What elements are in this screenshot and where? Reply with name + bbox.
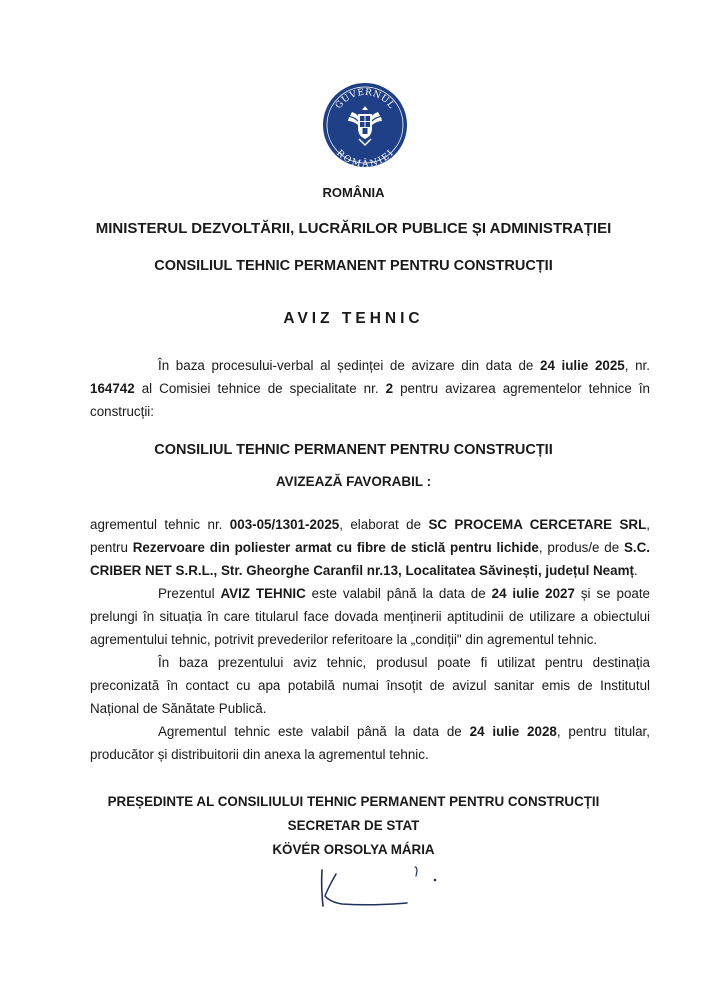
p3-text-2: este valabil până la data de	[305, 586, 492, 601]
decision-council: CONSILIUL TEHNIC PERMANENT PENTRU CONSTRUCȚII	[154, 442, 553, 458]
agrement-expiry-date: 24 iulie 2028	[469, 724, 557, 739]
p2-text-2: , elaborat de	[339, 517, 429, 532]
signatory-role: SECRETAR DE STAT	[287, 818, 420, 833]
paragraph-agrement	[90, 513, 650, 582]
country-heading: ROMÂNIA	[322, 185, 385, 200]
paragraph-agrement-validity	[90, 720, 650, 766]
p3-text-3: și se poate prelungi în situația în care titularul face dovada menținerii aptitudinii de utilizare a obiectului agrementului tehnic, potrivit prevederilor referitoare la „condiții" din agrementul tehnic.	[90, 586, 651, 647]
p5-text-1: Agrementul tehnic este valabil până la data de	[158, 724, 470, 739]
product-name: Rezervoare din poliester armat cu fibre de sticlă pentru lichide	[132, 540, 539, 555]
p5-text-2: , pentru titular, producător și distribuitorii din anexa la agrementul tehnic.	[90, 724, 650, 762]
government-seal-icon	[322, 82, 408, 168]
producer-name: S.C. CRIBER NET S.R.L., Str. Gheorghe Caranfil nr.13, Localitatea Săvinești, județul Neamț	[90, 540, 650, 578]
p2-text-4: , produs/e de	[538, 540, 624, 555]
p2-text-3: , pentru	[90, 517, 651, 555]
agrement-number: 003-05/1301-2025	[229, 517, 340, 532]
p1-text-3: al Comisiei tehnice de specialitate nr.	[134, 381, 386, 396]
aviz-label: AVIZ TEHNIC	[220, 586, 306, 601]
p1-text-4: pentru avizarea agrementelor tehnice în construcții:	[90, 381, 651, 419]
p1-text-1: În baza procesului-verbal al ședinței de avizare din data de	[158, 358, 540, 373]
p3-text-1: Prezentul	[158, 586, 221, 601]
ministry-heading: MINISTERUL DEZVOLTĂRII, LUCRĂRILOR PUBLICE ȘI ADMINISTRAȚIEI	[95, 220, 612, 237]
aviz-expiry-date: 24 iulie 2027	[491, 586, 575, 601]
session-date: 24 iulie 2025	[540, 358, 625, 373]
seal-text-top: GUVERNUL	[333, 87, 397, 111]
p2-text-5: .	[633, 563, 638, 578]
elaborator-name: SC PROCEMA CERCETARE SRL	[428, 517, 647, 532]
handwritten-signature	[312, 862, 452, 912]
paragraph-usage: În baza prezentului aviz tehnic, produsul poate fi utilizat pentru destinația preconizată în contact cu apa potabilă numai însoțit de avizul sanitar emis de Institutul Național de Sănătate Publică.	[90, 655, 650, 716]
decision-verdict: AVIZEAZĂ FAVORABIL :	[275, 474, 432, 489]
signatory-title: PREȘEDINTE AL CONSILIULUI TEHNIC PERMANENT PENTRU CONSTRUCȚII	[107, 794, 600, 809]
paragraph-basis	[90, 354, 650, 423]
p2-text-1: agrementul tehnic nr.	[90, 517, 230, 532]
commission-number: 2	[385, 381, 394, 396]
document-title: AVIZ TEHNIC	[283, 310, 424, 327]
signatory-name: KÖVÉR ORSOLYA MÁRIA	[272, 842, 435, 857]
council-heading: CONSILIUL TEHNIC PERMANENT PENTRU CONSTRUCȚII	[154, 258, 553, 274]
paragraph-validity	[90, 582, 650, 651]
p1-text-2: , nr.	[624, 358, 650, 373]
minutes-number: 164742	[90, 381, 135, 396]
seal-text-bottom: ROMÂNIEI	[334, 148, 396, 168]
